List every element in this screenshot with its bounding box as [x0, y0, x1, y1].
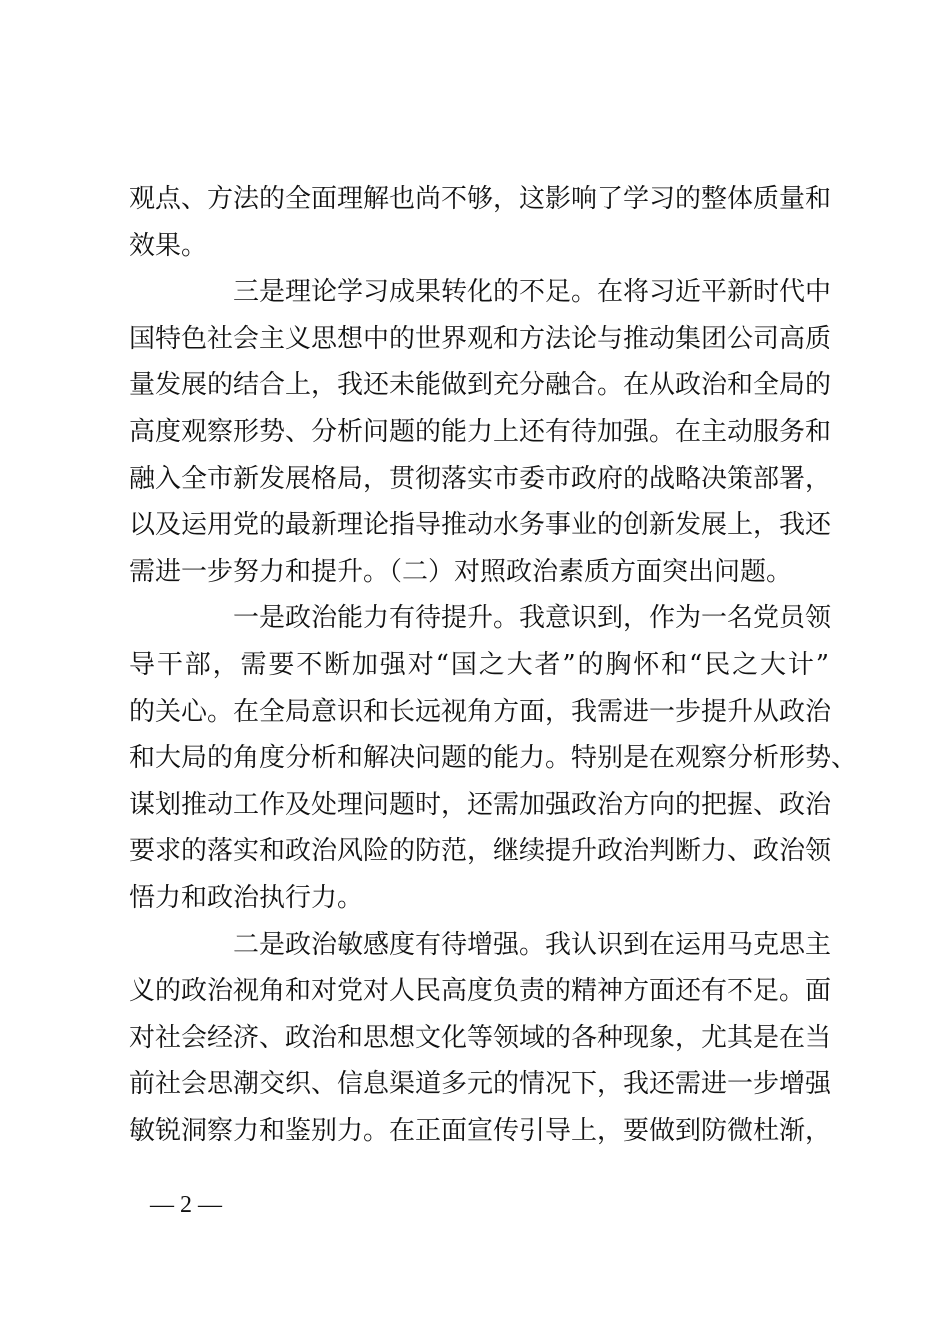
text-line: 敏锐洞察力和鉴别力。在正面宣传引导上，要做到防微杜渐，	[129, 1115, 832, 1146]
text-line: 三是理论学习成果转化的不足。在将习近平新时代中	[233, 277, 832, 308]
page-number: — 2 —	[150, 1192, 222, 1218]
text-line: 观点、方法的全面理解也尚不够，这影响了学习的整体质量和	[129, 184, 832, 214]
text-line: 效果。	[129, 230, 208, 261]
text-line: 高度观察形势、分析问题的能力上还有待加强。在主动服务和	[129, 416, 832, 447]
text-line: 融入全市新发展格局，贯彻落实市委市政府的战略决策部署，	[129, 463, 832, 494]
text-line: 需进一步努力和提升。（二）对照政治素质方面突出问题。	[129, 556, 793, 587]
text-line: 义的政治视角和对党对人民高度负责的精神方面还有不足。面	[129, 976, 832, 1007]
text-line: 一是政治能力有待提升。我意识到，作为一名党员领	[233, 603, 832, 634]
text-line: 二是政治敏感度有待增强。我认识到在运用马克思主	[233, 929, 832, 960]
text-line: 国特色社会主义思想中的世界观和方法论与推动集团公司高质	[129, 323, 832, 354]
text-line: 导干部，需要不断加强对“国之大者”的胸怀和“民之大计”	[129, 649, 829, 680]
text-line: 悟力和政治执行力。	[129, 882, 364, 913]
text-line: 以及运用党的最新理论指导推动水务事业的创新发展上，我还	[129, 510, 832, 541]
body-text	[129, 176, 858, 1154]
text-line: 量发展的结合上，我还未能做到充分融合。在从政治和全局的	[129, 370, 832, 401]
text-line: 的关心。在全局意识和长远视角方面，我需进一步提升从政治	[129, 696, 832, 727]
text-line: 对社会经济、政治和思想文化等领域的各种现象，尤其是在当	[129, 1022, 832, 1053]
text-line: 和大局的角度分析和解决问题的能力。特别是在观察分析形势、	[129, 743, 858, 774]
text-line: 谋划推动工作及处理问题时，还需加强政治方向的把握、政治	[129, 789, 832, 820]
text-line: 要求的落实和政治风险的防范，继续提升政治判断力、政治领	[129, 836, 832, 867]
text-line: 前社会思潮交织、信息渠道多元的情况下，我还需进一步增强	[129, 1069, 832, 1100]
